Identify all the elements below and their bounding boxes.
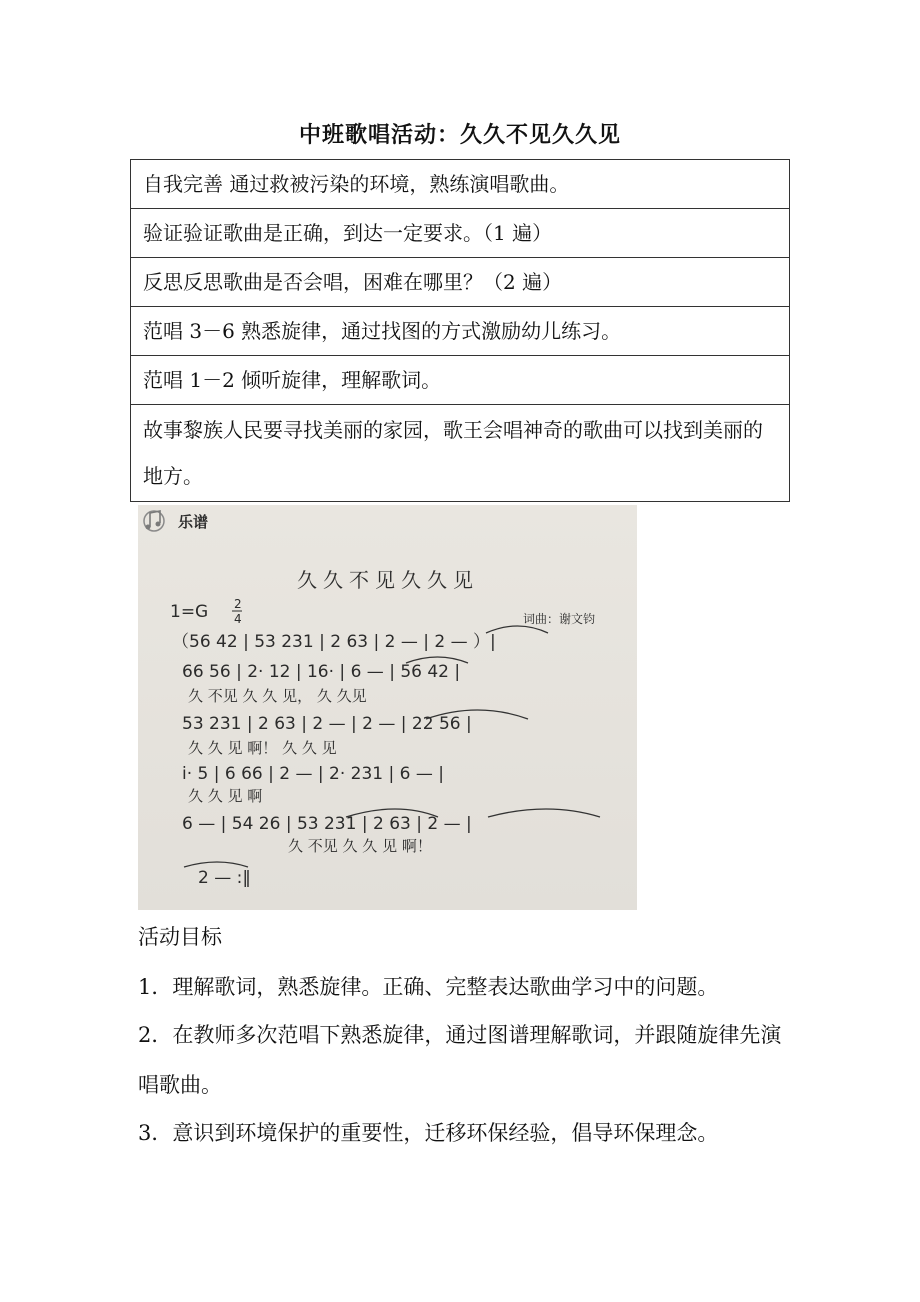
lyrics-line-4: 久 久 见 啊: [188, 787, 263, 805]
goal-item: 1．理解歌词，熟悉旋律。正确、完整表达歌曲学习中的问题。: [138, 975, 719, 999]
score-line-3: 53 231 | 2 63 | 2 — | 2 — | 22 56 |: [182, 714, 472, 734]
score-line-4: i· 5 | 6 66 | 2 — | 2· 231 | 6 — |: [182, 764, 444, 784]
table-cell: 自我完善 通过救被污染的环境，熟练演唱歌曲。: [131, 160, 790, 209]
table-row: [131, 209, 790, 258]
score-line-2: 66 56 | 2· 12 | 16· | 6 — | 56 42 |: [182, 662, 461, 682]
table-cell: 范唱 1－2 倾听旋律，理解歌词。: [131, 356, 790, 405]
table-cell: 反思反思歌曲是否会唱，困难在哪里？（2 遍）: [131, 258, 790, 307]
goals-heading: 活动目标: [138, 925, 222, 949]
music-note-logo-icon: [144, 511, 164, 531]
score-line-1: （56 42 | 53 231 | 2 63 | 2 — | 2 — ）|: [172, 632, 496, 652]
sheet-logo-text: 乐谱: [178, 513, 209, 531]
score-line-5: 6 — | 54 26 | 53 231 | 2 63 | 2 — |: [182, 814, 472, 834]
table-row: [131, 307, 790, 356]
table-row: [131, 405, 790, 502]
table-row: [131, 356, 790, 405]
table-cell: 范唱 3－6 熟悉旋律，通过找图的方式激励幼儿练习。: [131, 307, 790, 356]
lyrics-line-3: 久 久 见 啊！ 久 久 见: [188, 739, 337, 757]
song-title: 久久不见久久见: [297, 568, 479, 592]
time-signature-bottom: 4: [234, 612, 242, 626]
table-row: [131, 160, 790, 209]
goal-item: 3．意识到环境保护的重要性，迁移环保经验，倡导环保理念。: [138, 1121, 719, 1145]
table-cell: 故事黎族人民要寻找美丽的家园，歌王会唱神奇的歌曲可以找到美丽的地方。: [131, 405, 790, 502]
table-cell: 验证验证歌曲是正确，到达一定要求。（1 遍）: [131, 209, 790, 258]
table-row: [131, 258, 790, 307]
composer-credit: 词曲：谢文钧: [523, 612, 596, 626]
activity-steps-table: [130, 159, 790, 502]
lyrics-line-5: 久 不见 久 久 见 啊！: [288, 837, 432, 855]
key-signature: 1=G: [170, 602, 209, 622]
goal-item: 2．在教师多次范唱下熟悉旋律，通过图谱理解歌词，并跟随旋律先演唱歌曲。: [138, 1023, 782, 1097]
sheet-music-photo: [138, 505, 637, 910]
time-signature-top: 2: [234, 597, 242, 611]
lyrics-line-2: 久 不见 久 久 见， 久 久见: [188, 687, 367, 705]
page-title: 中班歌唱活动：久久不见久久见: [298, 122, 621, 148]
score-line-6: 2 — :‖: [198, 868, 251, 888]
